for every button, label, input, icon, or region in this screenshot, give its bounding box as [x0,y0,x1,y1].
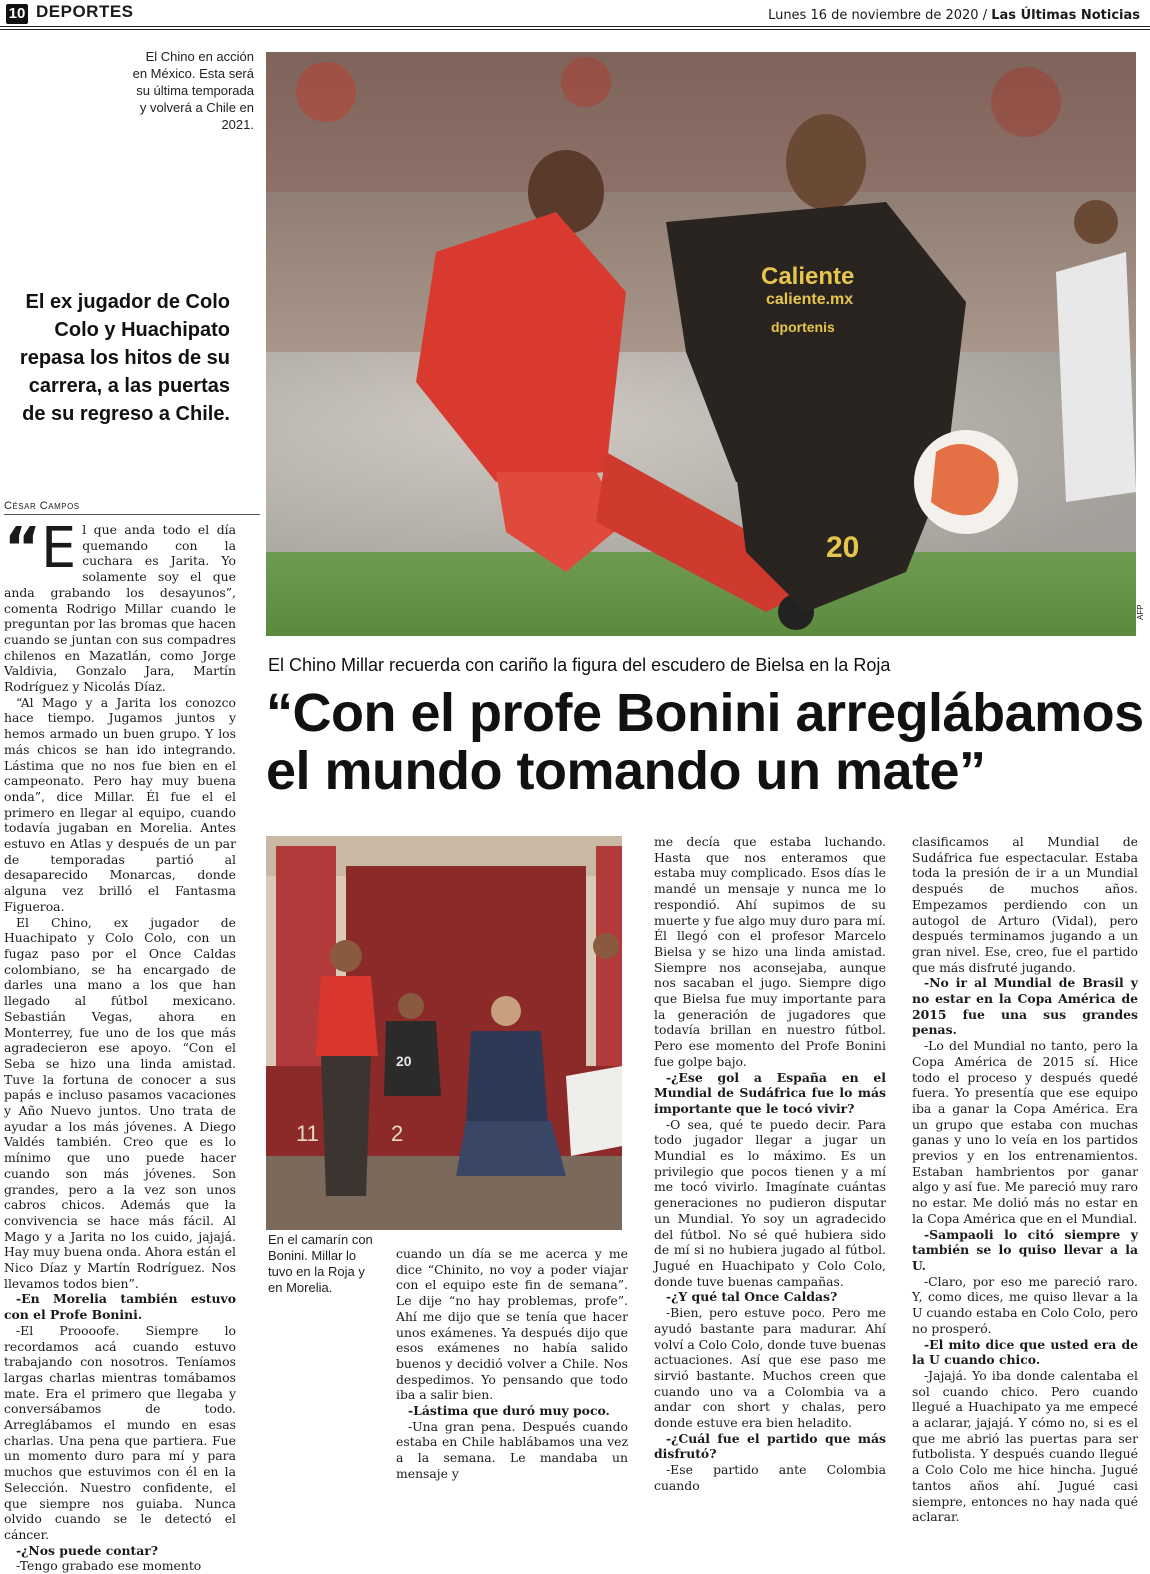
dropcap-quote: “ [4,516,41,581]
newspaper-name: Las Últimas Noticias [991,8,1140,23]
byline: César Campos [4,500,80,512]
paragraph: -Ese partido ante Colombia cuando [654,1462,886,1493]
article-column-1 [4,516,236,1574]
dropcap-block [4,516,236,695]
main-photo [266,52,1136,636]
photo-credit: AFP [1136,604,1145,620]
paragraph: -Bien, pero estuve poco. Pero me ayudó bastante para madurar. Ahí volví a Colo Colo, donde tuve buenas actuaciones. Así que ese paso me sirvió bastante. Muchos creen que cuando uno va a Colombia va a andar con short y chalas, pero donde estuve era bien heladito. [654,1305,886,1431]
main-photo-sponsor-secondary: dportenis [771,319,835,335]
interview-question: -¿Y qué tal Once Caldas? [666,1289,838,1305]
paragraph: El Chino, ex jugador de Huachipato y Colo Colo, con un fugaz paso por el Once Caldas colombiano, se ha encargado de darles una mano a los que han llegado al fútbol mexicano. Sebastián Vegas, ahora en Monterrey, fue uno de los que más agradecieron ese apoyo. “Con el Seba se hizo una linda amistad. Tuve la fortuna de conocer a sus papás e incluso pasamos vacaciones y Año Nuevo juntos. Uno trata de ayudar a los más jóvenes. A Diego Valdés también. Creo que es lo mínimo que uno puede hacer cuando son más jóvenes. Son grandes, pero a la vez son unos cabros chicos. Además que la convivencia se hace más fácil. Al Mago y a Jarita no los cuido, jajajá. Hay muy buena onda. Ahora están el Nico Díaz y Martín Rodríguez. Nos llevamos todos bien”. [4,914,236,1291]
lead-paragraph: El ex jugador de Colo Colo y Huachipato repasa los hitos de su carrera, a las puertas de su regreso a Chile. [19,291,230,425]
photo-caption-main: El Chino en acción en México. Esta será su última temporada y volverá a Chile en 2021. [132,49,254,132]
inset-photo-locker-number-middle: 2 [391,1121,404,1146]
paragraph: l que anda todo el día quemando con la cuchara es Jarita. Yo solamente soy el que anda grabando los desayunos”, comenta Rodrigo Millar cuando le preguntan por las bromas que hacen cuando se juntan con sus compadres chilenos en Mazatlán, como Jorge Valdivia, Gonzalo Jara, Martín Rodríguez y Nicolás Díaz. [4,522,236,695]
paragraph: -Jajajá. Yo iba donde calentaba el sol cuando chico. Pero cuando llegué a Huachipato ya me empecé a aclarar, jajajá. Y cómo no, si es el que me abrió las puertas para ser futbolista. Y después cuando llegué a Colo Colo me hice hincha. Jugué tantos años ahí. Jugué casi siempre, entonces no hay nada qué aclarar. [912,1367,1138,1525]
interview-question: -No ir al Mundial de Brasil y no estar en la Copa América de 2015 fue una sus grandes penas. [912,975,1138,1038]
paragraph: -O sea, qué te puedo decir. Para todo jugador llegar a jugar un Mundial es lo máximo. Es un privilegio que pocos tienen y a mí me tocó vivirlo. Imagínate cuántas generaciones no pudieron disputar un Mundial. Yo soy un agradecido del fútbol. No sé qué hubiera sido de mí si no hubiera jugado al fútbol. Jugué en Huachipato y Colo Colo, donde tuve buenas campañas. [654,1116,886,1289]
section-title: DEPORTES [36,2,134,21]
interview-question: -En Morelia también estuvo con el Profe Bonini. [4,1291,236,1323]
interview-question: -¿Ese gol a España en el Mundial de Sudáfrica fue lo más importante que le tocó vivir? [654,1069,886,1116]
paragraph: -Lo del Mundial no tanto, pero la Copa América de 2015 sí. Hice todo el proceso y después quedé fuera. Yo presentía que ese equipo iba a ganar la Copa América. Era un grupo que estaba con muchas ganas y uno lo veía en los partidos previos y en los entrenamientos. Estaban hambrientos por ganar algo y así fue. Me pareció muy raro no estar. Me dolió más no estar en la Copa América que en el Mundial. [912,1038,1138,1226]
byline-rule [4,514,260,515]
main-photo-sponsor: Caliente [761,263,855,290]
inset-photo-locker-number-left: 11 [296,1121,319,1146]
headline: “Con el profe Bonini arreglábamos el mundo tomando un mate” [266,683,1144,801]
paragraph: me decía que estaba luchando. Hasta que nos enteramos que estaba muy complicado. Esos días le mandé un mensaje y nunca me lo respondió. Ahí supimos de su muerte y fue algo muy duro para mí. Él llegó con el profesor Marcelo Bielsa y se hizo una linda amistad. Siempre nos aconsejaba, aunque nos sacaban el jugo. Siempre digo que Bielsa fue muy importante para la generación de jugadores que todavía brillan en nuestro fútbol. Pero ese momento del Profe Bonini fue golpe bajo. [654,834,886,1069]
dateline [768,8,1140,23]
interview-question: -El mito dice que usted era de la U cuando chico. [912,1336,1138,1368]
paragraph: -El Proooofe. Siempre lo recordamos acá cuando estuvo trabajando con nosotros. Teníamos largas charlas mientras tomábamos mate. Era el primero que llegaba y conversábamos de todo. Arreglábamos el mundo en esas charlas. Una pena que partiera. Fue un momento duro para mí y para muchos que estuvimos con él en la Selección. Nuestro confidente, el que siempre nos guiaba. Nunca olvido cuando se le detectó el cáncer. [4,1322,236,1542]
main-photo-jersey-number: 20 [826,531,860,564]
interview-question: -Sampaoli lo citó siempre y también se lo quiso llevar a la U. [912,1226,1138,1273]
paragraph: -Tengo grabado ese momento [16,1558,202,1574]
paragraph: clasificamos al Mundial de Sudáfrica fue espectacular. Estaba toda la presión de ir a un Mundial después de muchos años. Empezamos perdiendo con un autogol de Arturo (Vidal), pero después terminamos jugando a un gran nivel. Ese, creo, fue el partido que más disfruté jugando. [912,834,1138,975]
inset-photo-caption: En el camarín con Bonini. Millar lo tuvo en la Roja y en Morelia. [268,1232,373,1295]
interview-question: -Lástima que duró muy poco. [408,1403,610,1419]
date: Lunes 16 de noviembre de 2020 / [768,8,988,23]
article-column-3 [654,834,886,1494]
paragraph: “Al Mago y a Jarita los conozco hace tiempo. Jugamos juntos y hemos armado un buen grupo. Y los más chicos se han ido integrando. Lástima que no nos fue bien en el campeonato. Pero hay muy buena onda”, dice Millar. Él fue el el primero en llegar al equipo, cuando todavía jugaban en Morelia. Antes estuvo en Atlas y después de un par de temporadas partió al desaparecido Monarcas, donde alguna vez brilló el Fantasma Figueroa. [4,694,236,914]
paragraph: -Claro, por eso me pareció raro. Y, como dices, me quiso llevar a la U cuando estaba en Colo Colo, pero no prosperó. [912,1273,1138,1336]
paragraph: cuando un día se me acerca y me dice “Chinito, no voy a poder viajar con el equipo este fin de semana”. Le dije “no hay problemas, profe”. Ahí me dijo que se tenía que hacer unos exámenes. Ya después dijo que esos exámenes no había salido buenos y decidió volver a Chile. Nos despedimos. Yo pensando que todo iba a salir bien. [396,1246,628,1403]
dropcap-letter: E [40,516,77,581]
kicker: El Chino Millar recuerda con cariño la figura del escudero de Bielsa en la Roja [268,655,891,675]
interview-question: -¿Nos puede contar? [16,1542,159,1558]
article-column-2 [396,1246,628,1482]
main-photo-sponsor-url: caliente.mx [766,291,854,308]
header-rule [0,26,1150,27]
article-column-4 [912,834,1138,1525]
paragraph: -Una gran pena. Después cuando estaba en Chile hablábamos una vez a la semana. Le mandaba un mensaje y [396,1418,628,1481]
inset-photo [266,836,622,1230]
header-rule-double [0,29,1150,30]
interview-question: -¿Cuál fue el partido que más disfrutó? [654,1430,886,1462]
inset-photo-shirt-number: 20 [396,1053,412,1069]
dropcap [4,516,77,581]
page-number: 10 [6,4,28,24]
